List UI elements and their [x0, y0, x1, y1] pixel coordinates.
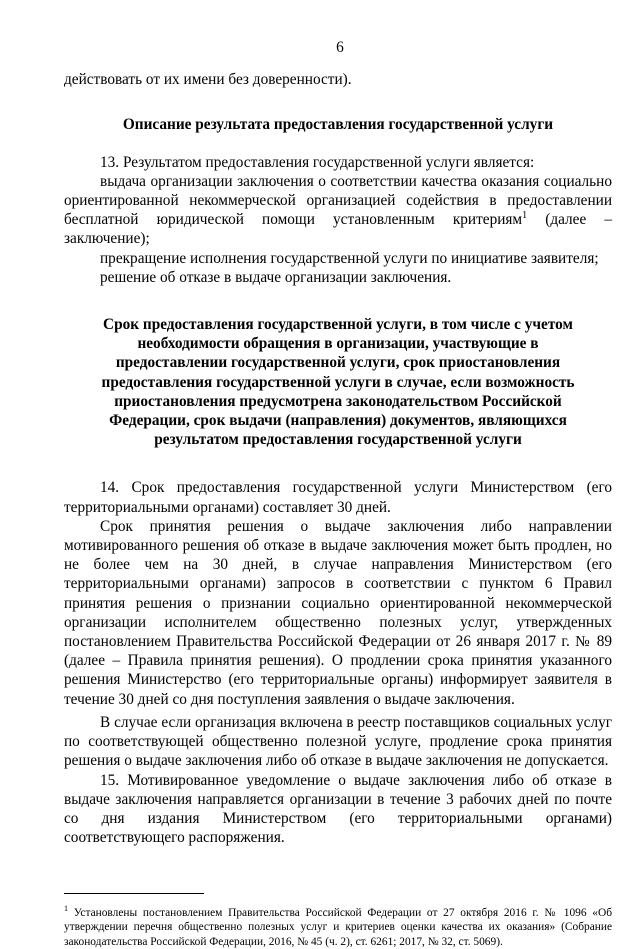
section-heading-term: Срок предоставления государственной услуги, в том числе с учетом необходимости обращения в организации, участвующие в предоставлении государственной услуги, срок приостановления предоставления государственной услуги в случае, если возможность приостановления предусмотрена законодательством Российской Федерации, срок выдачи (направления) документов, являющихся результатом предоставления государственной услуги: [101, 316, 575, 449]
paragraph-14-a: 14. Срок предоставления государственной услуги Министерством (его территориальными органами) составляет 30 дней.: [64, 479, 612, 516]
continuation-line: действовать от их имени без доверенности).: [64, 71, 352, 89]
paragraph-13-item-1: [64, 172, 612, 249]
section-heading-result: Описание результата предоставления государственной услуги: [122, 116, 554, 134]
paragraph-13-item-2: прекращение исполнения государственной услуги по инициативе заявителя;: [100, 249, 599, 267]
footnote-text: Установлены постановлением Правительства Российской Федерации от 27 октября 2016 г. № 1096 «Об утверждении перечня общественно полезных услуг и критериев оценки качества их оказания» (Собрание законодательства Российской Федерации, 2016, № 45 (ч. 2), ст. 6261; 2017, № 32, ст. 5069).: [64, 906, 612, 948]
footnote-separator: [64, 893, 204, 894]
paragraph-15: 15. Мотивированное уведомление о выдаче заключения либо об отказе в выдаче заключения направляется организации в течение 3 рабочих дней по почте со дня издания Министерством (его территориальными органами) соответствующего распоряжения.: [64, 771, 612, 847]
footnote-reference[interactable]: 1: [522, 210, 528, 222]
paragraph-13-item-3: решение об отказе в выдаче организации заключения.: [100, 268, 452, 286]
item-1-tail: (далее – заключение);: [64, 211, 613, 248]
paragraph-13-intro: 13. Результатом предоставления государственной услуги является:: [100, 153, 535, 171]
paragraph-14-b: Срок принятия решения о выдаче заключения либо направлении мотивированного решения об отказе в выдаче заключения может быть продлен, но не более чем на 30 дней, в случае направления Министерством (его территориальными органами) запросов в соответствии с пунктом 6 Правил принятия решения о признании социально ориентированной некоммерческой организации исполнителем общественно полезных услуг, утвержденных постановлением Правительства Российской Федерации от 26 января 2017 г. № 89 (далее – Правила принятия решения). О продлении срока принятия указанного решения Министерство (его территориальные органы) информирует заявителя в течение 30 дней со дня поступления заявления о выдаче заключения.: [64, 517, 612, 708]
footnote-mark: 1: [64, 903, 68, 913]
item-1-text: выдача организации заключения о соответствии качества оказания социально ориентированной некоммерческой организацией содействия в предоставлении бесплатной юридической помощи установленным критериям: [64, 172, 612, 229]
footnote: [64, 903, 612, 949]
page-number: 6: [336, 39, 344, 56]
paragraph-14-c: В случае если организация включена в реестр поставщиков социальных услуг по соответствующей общественно полезной услуге, продление срока принятия решения о выдаче заключения либо об отказе в выдаче заключения не допускается.: [64, 713, 612, 770]
